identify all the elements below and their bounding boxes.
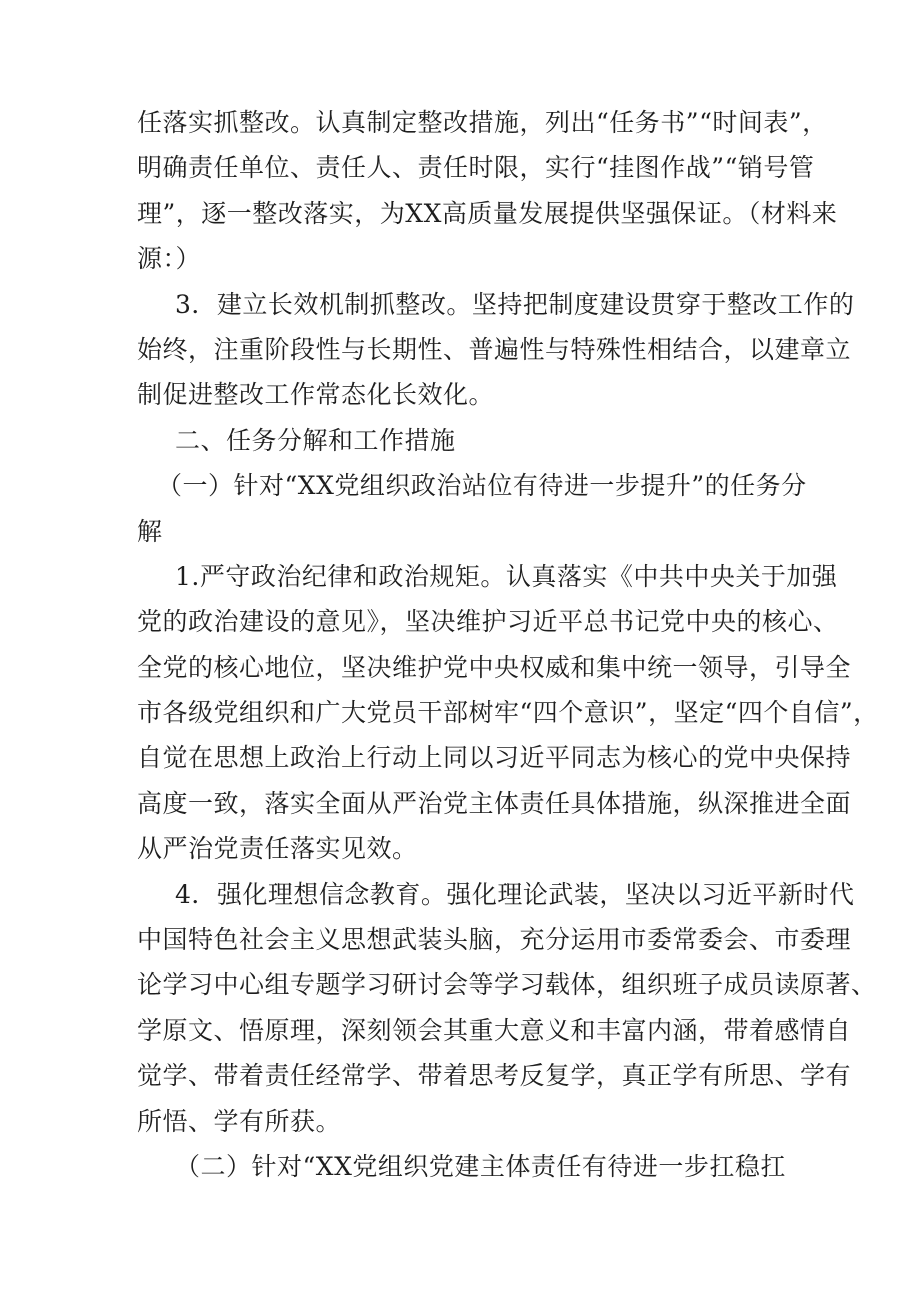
paragraph-1-line: 市各级党组织和广大党员干部树牢“四个意识”，坚定“四个自信”， <box>137 698 879 728</box>
paragraph-4-line: 中国特色社会主义思想武装头脑，充分运用市委常委会、市委理 <box>137 925 852 955</box>
paragraph-1-line: 从严治党责任落实见效。 <box>137 834 418 864</box>
paragraph-line-continued: 源：） <box>137 244 202 274</box>
paragraph-1-line: 全党的核心地位，坚决维护党中央权威和集中统一领导，引导全 <box>137 652 852 682</box>
paragraph-1-line: 自觉在思想上政治上行动上同以习近平同志为核心的党中央保持 <box>137 743 852 773</box>
paragraph-4-line: 觉学、带着责任经常学、带着思考反复学，真正学有所思、学有 <box>137 1061 852 1091</box>
paragraph-4-line: 论学习中心组专题学习研讨会等学习载体，组织班子成员读原著、 <box>137 970 877 1000</box>
subsection-heading-2: （二）针对“XX党组织党建主体责任有待进一步扛稳扛 <box>175 1151 786 1181</box>
paragraph-line-continued: 任落实抓整改。认真制定整改措施，列出“任务书”“时间表”， <box>137 108 828 137</box>
paragraph-3-line: 始终，注重阶段性与长期性、普遍性与特殊性相结合，以建章立 <box>137 334 852 364</box>
document-body <box>137 100 879 1189</box>
paragraph-1-first-line: 1.严守政治纪律和政治规矩。认真落实《中共中央关于加强 <box>175 561 838 591</box>
paragraph-4-line: 学原文、悟原理，深刻领会其重大意义和丰富内涵，带着感情自 <box>137 1015 852 1045</box>
section-heading-2: 二、任务分解和工作措施 <box>175 425 456 455</box>
paragraph-1-line: 高度一致，落实全面从严治党主体责任具体措施，纵深推进全面 <box>137 788 852 818</box>
subsection-heading-1-cont: 解 <box>137 516 163 546</box>
paragraph-line-continued: 明确责任单位、责任人、责任时限，实行“挂图作战”“销号管 <box>137 153 815 183</box>
paragraph-4-line: 所悟、学有所获。 <box>137 1106 342 1136</box>
paragraph-3-line: 制促进整改工作常态化长效化。 <box>137 380 495 410</box>
paragraph-4-first-line: 4．强化理想信念教育。强化理论武装，坚决以习近平新时代 <box>175 879 855 909</box>
subsection-heading-1: （一）针对“XX党组织政治站位有待进一步提升”的任务分 <box>157 471 807 501</box>
paragraph-3-first-line: 3．建立长效机制抓整改。坚持把制度建设贯穿于整改工作的 <box>175 289 855 319</box>
paragraph-1-line: 党的政治建设的意见》，坚决维护习近平总书记党中央的核心、 <box>137 607 839 637</box>
paragraph-line-continued: 理”，逐一整改落实，为XX高质量发展提供坚强保证。（材料来 <box>137 198 838 228</box>
